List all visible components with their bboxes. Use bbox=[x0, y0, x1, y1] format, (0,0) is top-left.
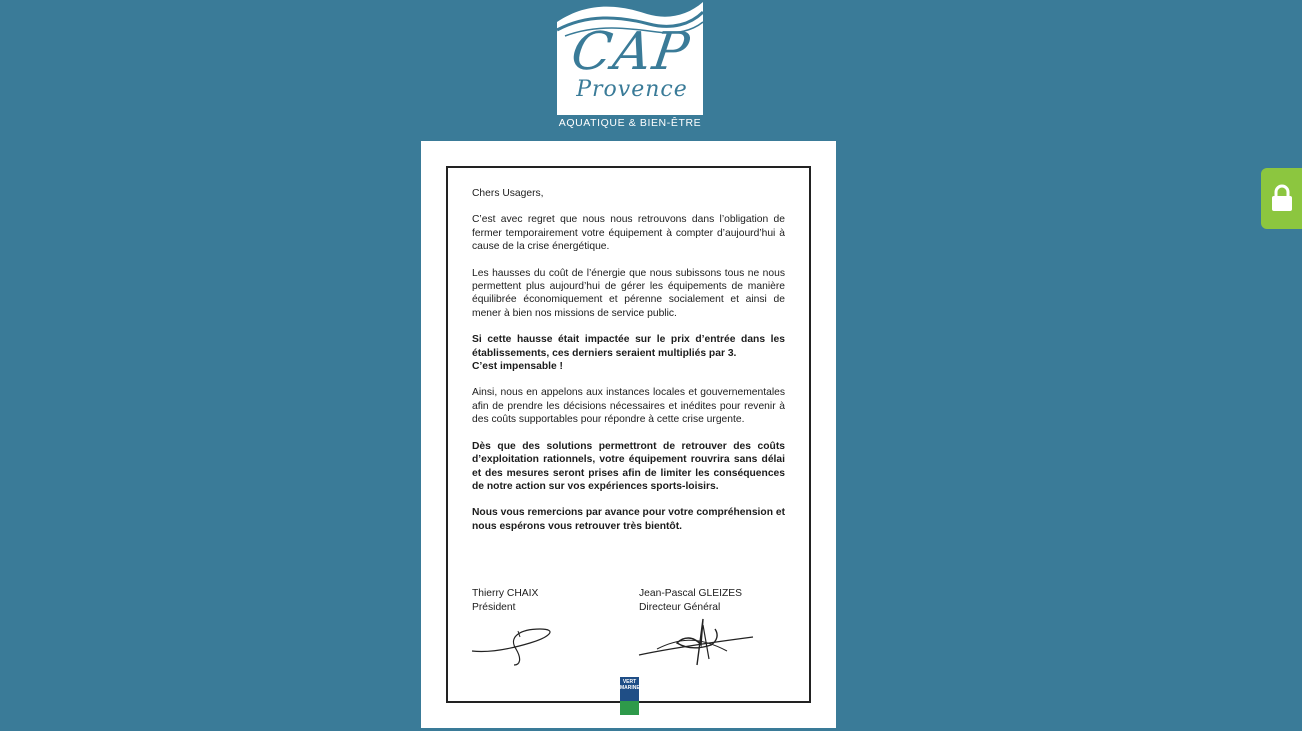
logo-provence-text: Provence bbox=[576, 77, 688, 102]
signatory-name: Thierry CHAIX bbox=[472, 588, 539, 599]
signatory-director bbox=[639, 587, 742, 614]
signature-president-image bbox=[470, 623, 560, 669]
vert-marine-badge-stripe bbox=[620, 701, 639, 715]
letter-paragraph-4: Ainsi, nous en appelons aux instances locales et gouvernementales afin de prendre les décisions nécessaires et inédites pour revenir à des coûts supportables pour répondre à cette crise urgente. bbox=[472, 387, 785, 426]
vert-marine-badge-text: VERT MARINE bbox=[620, 677, 639, 701]
lock-tab-button[interactable] bbox=[1261, 168, 1302, 229]
logo-cap-text: CAP bbox=[567, 22, 695, 82]
letter-paragraph-3-line-1: Si cette hausse était impactée sur le prix d’entrée dans les établissements, ces derniers seraient multipliés par 3. bbox=[472, 334, 785, 359]
signatory-title: Président bbox=[472, 601, 516, 613]
vert-marine-badge bbox=[620, 677, 639, 715]
letter-paragraph-5: Dès que des solutions permettront de retrouver des coûts d’exploitation rationnels, votre équipement rouvrira sans délai et des mesures seront prises afin de limiter les conséquences de notre action sur vos expériences sports-loisirs. bbox=[472, 440, 785, 492]
signatory-name: Jean-Pascal GLEIZES bbox=[639, 588, 743, 599]
letter-paragraph-2: Les hausses du coût de l’énergie que nous subissons tous ne nous permettent plus aujourd’hui de gérer les équipements de manière équilibrée économiquement et pérenne socialement et ainsi de mener à bien nos missions de service public. bbox=[472, 267, 785, 319]
letter-salutation: Chers Usagers, bbox=[472, 188, 544, 199]
signature-director-image bbox=[637, 615, 757, 671]
logo-tagline: AQUATIQUE & BIEN-ÊTRE bbox=[558, 117, 702, 129]
letter-paragraph-3-line-2: C’est impensable ! bbox=[472, 361, 563, 373]
letter-paragraph-6: Nous vous remercions par avance pour votre compréhension et nous espérons vous retrouver très bientôt. bbox=[472, 507, 786, 532]
letter-paper bbox=[421, 141, 836, 728]
cap-provence-logo bbox=[556, 0, 704, 132]
signatory-president bbox=[472, 587, 538, 614]
signatory-title: Directeur Général bbox=[639, 601, 721, 613]
lock-icon bbox=[1271, 184, 1293, 212]
letter-paragraph-1: C’est avec regret que nous nous retrouvons dans l’obligation de fermer temporairement votre équipement à compter d’aujourd’hui à cause de la crise énergétique. bbox=[472, 214, 785, 253]
letter-body bbox=[472, 187, 785, 546]
letter-paragraph-3 bbox=[472, 333, 785, 373]
